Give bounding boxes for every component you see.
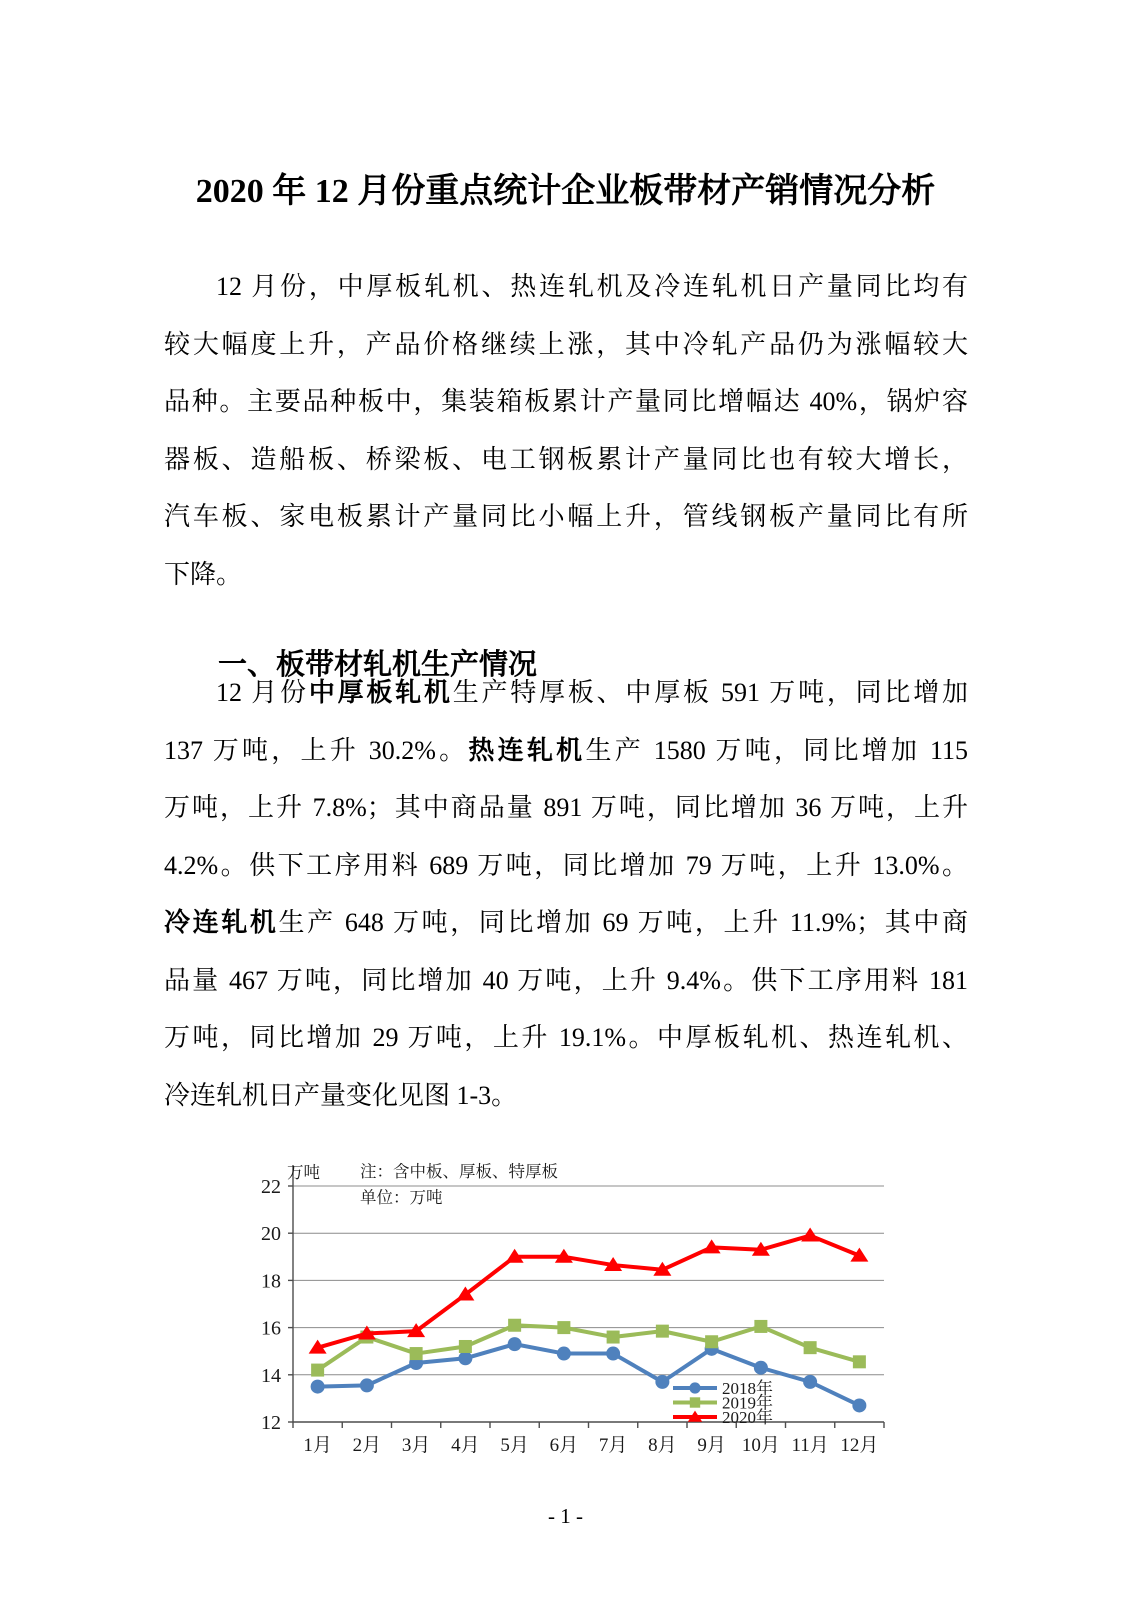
text-line: 器板、造船板、桥梁板、电工钢板累计产量同比也有较大增长， [164,444,968,474]
x-tick-label: 1月 [303,1435,332,1456]
document-title: 2020 年 12 月份重点统计企业板带材产销情况分析 [195,172,936,210]
text-line: 品种。主要品种板中，集装箱板累计产量同比增幅达 40%，锅炉容 [164,387,968,416]
text-line: 137 万吨，上升 30.2%。热连轧机生产 1580 万吨，同比增加 115 [164,735,968,765]
text-line: 较大幅度上升，产品价格继续上涨，其中冷轧产品仍为涨幅较大 [164,329,968,359]
chart-canvas [230,1146,920,1486]
x-tick-label: 5月 [500,1435,529,1456]
text-line: 冷连轧机日产量变化见图 1-3。 [164,1080,518,1110]
x-tick-label: 6月 [549,1435,579,1456]
text-line: 万吨，同比增加 29 万吨，上升 19.1%。中厚板轧机、热连轧机、 [164,1023,968,1052]
x-tick-label: 8月 [648,1435,677,1456]
legend-label: 2018年 [722,1379,773,1398]
y-tick-label: 22 [261,1176,281,1198]
text-line: 冷连轧机生产 648 万吨，同比增加 69 万吨，上升 11.9%；其中商 [164,908,968,937]
x-tick-label: 2月 [352,1435,382,1456]
text-line: 下降。 [164,559,243,589]
text-line: 汽车板、家电板累计产量同比小幅上升，管线钢板产量同比有所 [164,502,968,531]
x-tick-label: 9月 [697,1435,726,1456]
x-tick-label: 4月 [451,1435,480,1456]
y-tick-label: 18 [261,1270,281,1293]
y-tick-label: 16 [261,1317,281,1340]
legend-label: 2020年 [722,1408,773,1427]
x-tick-label: 11月 [791,1435,829,1456]
text-line: 12 月份，中厚板轧机、热连轧机及冷连轧机日产量同比均有 [216,272,968,301]
y-axis-unit-label: 万吨 [287,1163,320,1182]
y-tick-label: 14 [261,1364,281,1387]
text-line: 万吨，上升 7.8%；其中商品量 891 万吨，同比增加 36 万吨，上升 [164,793,968,822]
text-line: 品量 467 万吨，同比增加 40 万吨，上升 9.4%。供下工序用料 181 [164,965,968,995]
daily-output-chart [230,1146,920,1486]
production-paragraph [164,664,968,1124]
intro-paragraph [164,258,968,603]
page-number: - 1 - [548,1504,583,1528]
text-line: 4.2%。供下工序用料 689 万吨，同比增加 79 万吨，上升 13.0%。 [164,850,968,880]
x-tick-label: 12月 [840,1435,879,1456]
chart-note-line1: 注：含中板、厚板、特厚板 [360,1162,558,1181]
section-heading: 一、板带材轧机生产情况 [218,649,538,682]
y-tick-label: 20 [261,1223,281,1246]
y-tick-label: 12 [261,1412,281,1434]
x-tick-label: 7月 [598,1435,628,1456]
text-line: 12 月份中厚板轧机生产特厚板、中厚板 591 万吨，同比增加 [216,678,968,707]
x-tick-label: 3月 [401,1435,431,1456]
legend-label: 2019年 [722,1393,773,1413]
chart-legend [673,1378,773,1427]
x-tick-label: 10月 [741,1435,780,1456]
chart-note-line2: 单位：万吨 [360,1188,443,1207]
